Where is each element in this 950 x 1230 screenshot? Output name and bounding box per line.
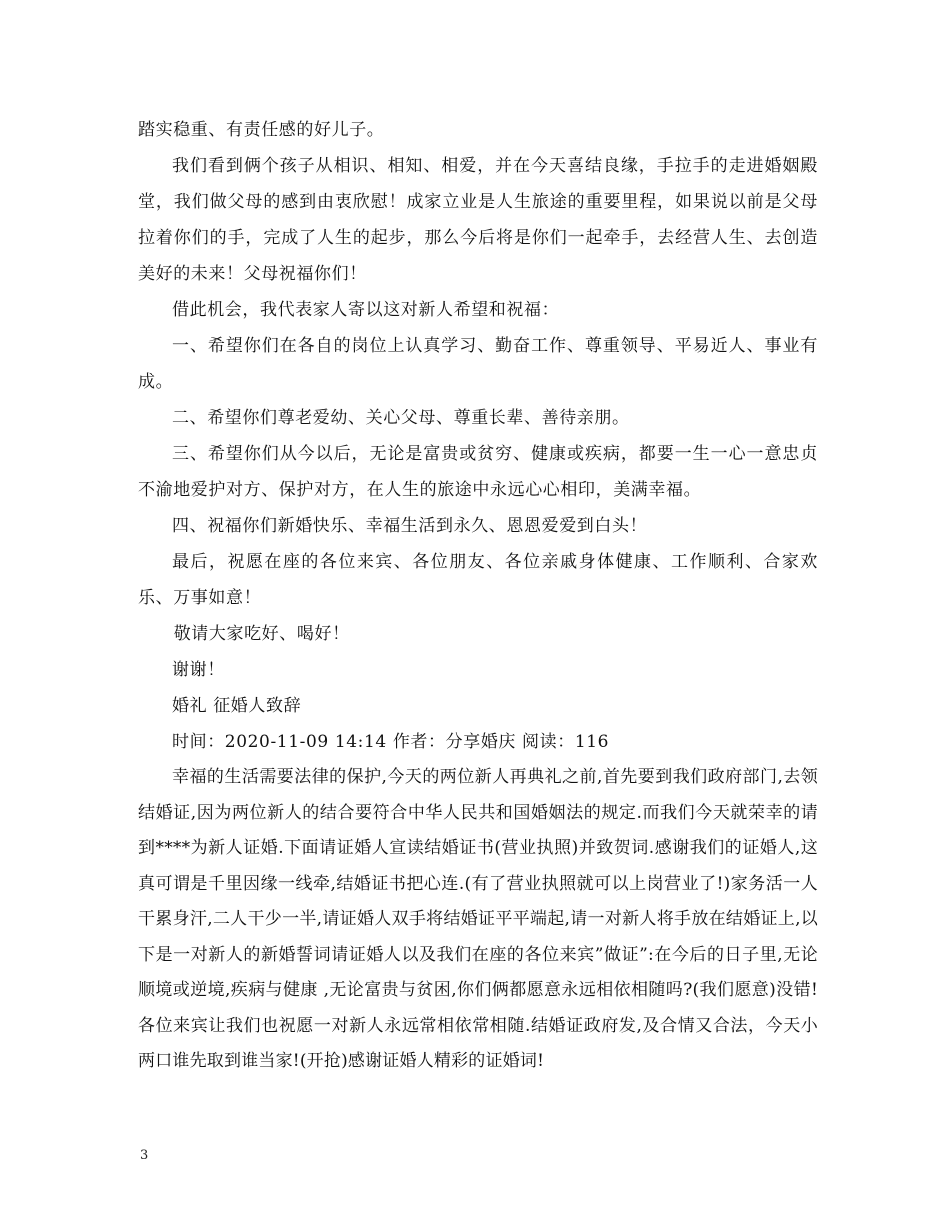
article-title: 婚礼 征婚人致辞: [172, 696, 302, 716]
paragraph-son-description: 踏实稳重、有责任感的好儿子。: [138, 120, 385, 140]
paragraph-on-behalf: 借此机会，我代表家人寄以这对新人希望和祝福：: [172, 300, 560, 320]
paragraph-officiant-speech: 幸福的生活需要法律的保护,今天的两位新人再典礼之前,首先要到我们政府部门,去领结婚证,因为两位新人的结合要符合中华人民共和国婚姻法的规定.而我们今天就荣幸的请到****为新人证婚.下面请证婚人宣读结婚证书(营业执照)并致贺词.感谢我们的证婚人,这真可谓是千里因缘一线牵,结婚证书把心连.(有了营业执照就可以上岗营业了!)家务活一人干累身汗,二人干少一半,请证婚人双手将结婚证平平端起,请一对新人将手放在结婚证上,以下是一对新人的新婚誓词请证婚人以及我们在座的各位来宾”做证”:在今后的日子里,无论顺境或逆境,疾病与健康 ,无论富贵与贫困,你们俩都愿意永远相依相随吗?(我们愿意)没错!各位来宾让我们也祝愿一对新人永远常相依常相随.结婚证政府发,及合情又合法，今天小两口谁先取到谁当家!(开抢)感谢证婚人精彩的证婚词!: [138, 767, 818, 1071]
page-number: 3: [140, 1148, 149, 1163]
paragraph-finally: 最后，祝愿在座的各位来宾、各位朋友、各位亲戚身体健康、工作顺利、合家欢乐、万事如意！: [138, 552, 818, 608]
paragraph-enjoy-meal: 敬请大家吃好、喝好！: [173, 624, 350, 644]
article-meta: 时间：2020-11-09 14:14 作者：分享婚庆 阅读：116: [172, 732, 610, 752]
paragraph-parents-blessing: 我们看到俩个孩子从相识、相知、相爱，并在今天喜结良缘，手拉手的走进婚姻殿堂，我们做父母的感到由衷欣慰！成家立业是人生旅途的重要里程，如果说以前是父母拉着你们的手，完成了人生的起步，那么今后将是你们一起牵手，去经营人生、去创造美好的未来！父母祝福你们！: [138, 156, 818, 284]
document-body: [138, 112, 818, 1080]
paragraph-wish-one: 一、希望你们在各自的岗位上认真学习、勤奋工作、尊重领导、平易近人、事业有成。: [138, 336, 818, 392]
paragraph-thanks: 谢谢！: [172, 660, 225, 680]
paragraph-wish-two: 二、希望你们尊老爱幼、关心父母、尊重长辈、善待亲朋。: [172, 408, 630, 428]
paragraph-wish-four: 四、祝福你们新婚快乐、幸福生活到永久、恩恩爱爱到白头！: [172, 516, 648, 536]
paragraph-wish-three: 三、希望你们从今以后，无论是富贵或贫穷、健康或疾病，都要一生一心一意忠贞不渝地爱护对方、保护对方，在人生的旅途中永远心心相印，美满幸福。: [138, 444, 818, 500]
